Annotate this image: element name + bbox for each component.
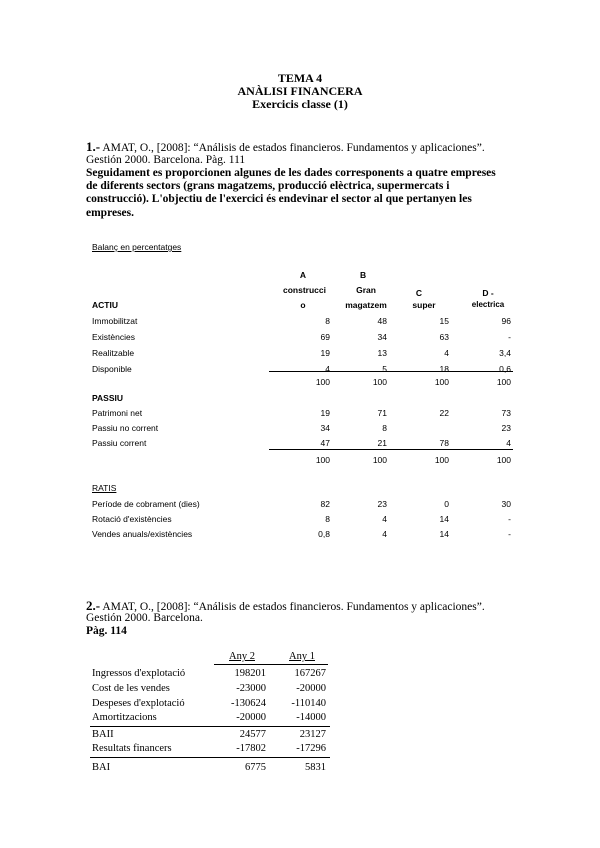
col-d-letter: D - [482, 288, 494, 298]
ratis-row-value: 0 [444, 499, 449, 509]
actiu-row-label: Realitzable [92, 348, 135, 358]
passiu-total-value: 100 [434, 455, 449, 465]
ex2-citation: AMAT, O., [2008]: “Análisis de estados financieros. Fundamentos y aplicaciones”. [100, 601, 485, 613]
income-row-value: 198201 [234, 668, 266, 679]
passiu-row-value: 19 [320, 408, 330, 418]
actiu-row-value: - [508, 332, 511, 342]
ratis-row-value: 30 [501, 499, 511, 509]
income-row-value: 5831 [305, 762, 326, 773]
passiu-row-label: Patrimoni net [92, 408, 143, 418]
actiu-row-value: 4 [444, 348, 449, 358]
passiu-total-value: 100 [315, 455, 330, 465]
passiu-row-value: 78 [439, 438, 449, 448]
actiu-label: ACTIU [92, 300, 118, 310]
passiu-row-label: Passiu no corrent [92, 423, 159, 433]
ratis-row-value: - [508, 529, 511, 539]
actiu-total-value: 100 [372, 377, 387, 387]
income-row-label: Ingressos d'explotació [92, 668, 186, 679]
ratis-row-value: 4 [382, 514, 387, 524]
income-row-label: Cost de les vendes [92, 683, 170, 694]
actiu-row-label: Existències [92, 332, 135, 342]
actiu-row-value: 18 [439, 364, 449, 374]
col-b-line2: magatzem [345, 300, 387, 310]
actiu-total-divider [269, 371, 513, 372]
balance-table-title: Balanç en percentatges [92, 242, 182, 252]
income-row-value: -17802 [236, 743, 266, 754]
ex1-number: 1.- [86, 139, 101, 154]
col-c-line2: super [412, 300, 436, 310]
col-a-line1: construcci [283, 285, 326, 295]
ex1-citation: AMAT, O., [2008]: “Análisis de estados financieros. Fundamentos y aplicaciones”. [100, 142, 485, 154]
passiu-row-value: 34 [320, 423, 330, 433]
income-row-label: BAII [92, 729, 114, 740]
ex1-reference [86, 140, 485, 155]
ex2-publisher: Gestión 2000. Barcelona. [86, 612, 203, 624]
ratis-row-label: Vendes anuals/existències [92, 529, 193, 539]
income-row-value: -130624 [231, 698, 266, 709]
income-row-label: BAI [92, 762, 111, 773]
income-row-value: -110140 [291, 698, 326, 709]
col-c-letter: C [415, 288, 423, 298]
actiu-row-value: 4 [325, 364, 330, 374]
actiu-total-value: 100 [496, 377, 511, 387]
passiu-row-value: 71 [377, 408, 387, 418]
actiu-row-value: 3,4 [499, 348, 511, 358]
passiu-row-value: 21 [377, 438, 387, 448]
col-d-line2: electrica [471, 300, 505, 309]
income-col-header: Any 2 [229, 651, 255, 662]
actiu-row-label: Immobilitzat [92, 316, 138, 326]
passiu-row-value: 4 [506, 438, 511, 448]
passiu-label: PASSIU [92, 393, 124, 403]
income-row-label: Resultats financers [92, 743, 172, 754]
passiu-total-divider [269, 449, 513, 450]
passiu-row-value: 23 [501, 423, 511, 433]
ex1-description: Seguidament es proporcionen algunes de les dades corresponents a quatre empreses de diferents sectors (grans magatzems, producció elèctrica, supermercats i construcció). L'objectiu de l'exercici és endevinar el sector al que pertanyen les empreses. [86, 167, 496, 219]
income-baii-divider [90, 726, 330, 727]
actiu-row-value: 8 [325, 316, 330, 326]
passiu-row-label: Passiu corrent [92, 438, 147, 448]
income-row-label: Amortitzacions [92, 712, 157, 723]
doc-session: Exercicis classe (1) [252, 97, 348, 111]
income-row-value: -17296 [296, 743, 326, 754]
ratis-row-value: 0,8 [318, 529, 330, 539]
actiu-row-value: 48 [377, 316, 387, 326]
income-row-value: -23000 [236, 683, 266, 694]
income-row-value: 23127 [299, 729, 326, 740]
actiu-total-value: 100 [434, 377, 449, 387]
ratis-label: RATIS [92, 483, 117, 493]
col-a-line2: o [300, 300, 306, 310]
actiu-row-value: 63 [439, 332, 449, 342]
passiu-row-value: 73 [501, 408, 511, 418]
income-header-divider [214, 664, 328, 665]
ex1-publisher: Gestión 2000. Barcelona. Pàg. 111 [86, 154, 246, 166]
col-b-line1: Gran [356, 285, 376, 295]
ratis-row-value: 14 [439, 514, 449, 524]
income-row-label: Despeses d'explotació [92, 698, 185, 709]
actiu-row-value: 0,6 [499, 364, 511, 374]
passiu-row-value: 22 [439, 408, 449, 418]
ratis-row-value: - [508, 514, 511, 524]
col-b-letter: B [360, 270, 367, 280]
ex2-number: 2.- [86, 598, 101, 613]
actiu-row-value: 19 [320, 348, 330, 358]
ratis-row-value: 14 [439, 529, 449, 539]
actiu-row-label: Disponible [92, 364, 132, 374]
passiu-total-value: 100 [372, 455, 387, 465]
income-row-value: -20000 [296, 683, 326, 694]
income-col-header: Any 1 [289, 651, 315, 662]
passiu-row-value: 8 [382, 423, 387, 433]
actiu-row-value: 96 [501, 316, 511, 326]
passiu-row-value: 47 [320, 438, 330, 448]
ratis-row-value: 8 [325, 514, 330, 524]
actiu-row-value: 34 [377, 332, 387, 342]
income-row-value: 24577 [239, 729, 266, 740]
income-row-value: -20000 [236, 712, 266, 723]
income-row-value: 167267 [294, 668, 326, 679]
doc-title: TEMA 4 [277, 71, 323, 85]
ratis-row-label: Rotació d'existències [92, 514, 172, 524]
passiu-total-value: 100 [496, 455, 511, 465]
ratis-row-value: 4 [382, 529, 387, 539]
income-bai-divider [90, 757, 330, 758]
ratis-row-value: 23 [377, 499, 387, 509]
doc-subtitle: ANÀLISI FINANCERA [237, 84, 363, 98]
actiu-row-value: 15 [439, 316, 449, 326]
actiu-row-value: 13 [377, 348, 387, 358]
ex2-page: Pàg. 114 [86, 625, 127, 637]
actiu-total-value: 100 [315, 377, 330, 387]
income-row-value: 6775 [245, 762, 266, 773]
ratis-row-label: Període de cobrament (dies) [92, 499, 200, 509]
income-row-value: -14000 [296, 712, 326, 723]
actiu-row-value: 69 [320, 332, 330, 342]
actiu-row-value: 5 [382, 364, 387, 374]
ratis-row-value: 82 [320, 499, 330, 509]
col-a-letter: A [299, 270, 307, 280]
